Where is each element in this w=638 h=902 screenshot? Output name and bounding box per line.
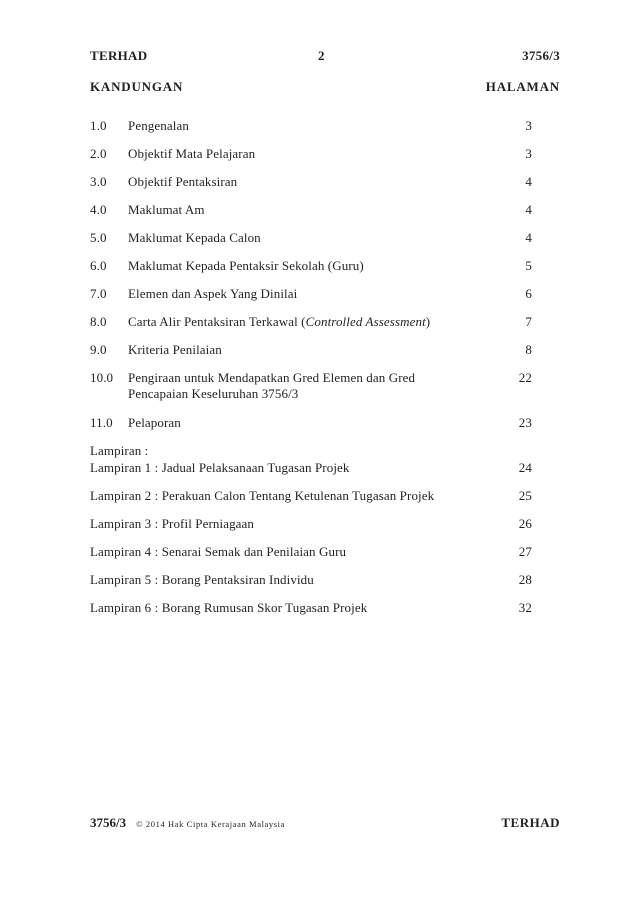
toc-entry: [90, 146, 532, 174]
toc-entry-page: 3: [525, 146, 532, 161]
appendix-entry-page: 27: [518, 544, 532, 559]
appendix-entry: [90, 488, 532, 516]
toc-entry-page: 5: [525, 258, 532, 273]
appendix-entry-page: 26: [518, 516, 532, 531]
toc-entry-title: Maklumat Kepada Pentaksir Sekolah (Guru): [128, 258, 364, 273]
toc-entry-number: 10.0: [90, 370, 114, 385]
toc-entry: [90, 202, 532, 230]
toc-entry-page: 8: [525, 342, 532, 357]
appendix-entry-title: Lampiran 6 : Borang Rumusan Skor Tugasan Projek: [90, 600, 368, 615]
appendix-entry: [90, 572, 532, 600]
toc-entry-number: 7.0: [90, 286, 107, 301]
toc-entry-page: 22: [518, 370, 532, 385]
toc-entry-title-italic: Controlled Assessment: [305, 314, 426, 329]
toc-entry-title: Maklumat Am: [128, 202, 205, 217]
appendix-entry-page: 24: [518, 460, 532, 475]
appendix-entry: [90, 600, 532, 628]
page-column-heading: HALAMAN: [485, 79, 560, 94]
toc-entry-number: 5.0: [90, 230, 107, 245]
header-document-code: 3756/3: [522, 48, 560, 63]
footer-classification: TERHAD: [501, 815, 560, 830]
appendix-entry-title: Lampiran 4 : Senarai Semak dan Penilaian Guru: [90, 544, 347, 559]
toc-entry: [90, 174, 532, 202]
header-page-number: 2: [318, 48, 325, 63]
appendix-heading: Lampiran :: [90, 443, 149, 458]
toc-entry-title: Pelaporan: [128, 415, 181, 430]
toc-entry-number: 9.0: [90, 342, 107, 357]
appendix-entry-title: Lampiran 1 : Jadual Pelaksanaan Tugasan Projek: [90, 460, 350, 475]
appendix-entry: [90, 460, 532, 488]
toc-entry: [90, 230, 532, 258]
toc-entry-title: [128, 370, 508, 402]
toc-entry: [90, 314, 532, 342]
toc-entry: [90, 286, 532, 314]
appendix-entry-page: 28: [518, 572, 532, 587]
toc-entry-number: 2.0: [90, 146, 107, 161]
table-of-contents: [90, 118, 532, 628]
toc-entry-number: 1.0: [90, 118, 107, 133]
header-classification: TERHAD: [90, 48, 148, 63]
toc-entry-title-prefix: Carta Alir Pentaksiran Terkawal (: [128, 314, 306, 329]
toc-entry-page: 6: [525, 286, 532, 301]
toc-entry: [90, 258, 532, 286]
toc-entry-title-line: Pencapaian Keseluruhan 3756/3: [128, 386, 299, 401]
toc-entry-number: 11.0: [90, 415, 113, 430]
toc-entry-page: 3: [525, 118, 532, 133]
appendix-entry-page: 32: [518, 600, 532, 615]
toc-entry: [90, 342, 532, 370]
toc-entry-title-line: Pengiraan untuk Mendapatkan Gred Elemen dan Gred: [128, 370, 416, 385]
toc-entry-title: Pengenalan: [128, 118, 189, 133]
appendix-entry-page: 25: [518, 488, 532, 503]
footer-copyright: © 2014 Hak Cipta Kerajaan Malaysia: [136, 819, 286, 829]
footer-document-code: 3756/3: [90, 815, 127, 830]
toc-entry-title: Elemen dan Aspek Yang Dinilai: [128, 286, 298, 301]
toc-entry-title: Kriteria Penilaian: [128, 342, 222, 357]
page-footer: [90, 815, 560, 831]
toc-entry-page: 4: [525, 230, 532, 245]
toc-entry-number: 8.0: [90, 314, 107, 329]
toc-entry-page: 23: [518, 415, 532, 430]
appendix-entry-title: Lampiran 3 : Profil Perniagaan: [90, 516, 255, 531]
toc-entry-number: 3.0: [90, 174, 107, 189]
contents-title-row: [90, 79, 560, 95]
toc-entry: [90, 415, 532, 443]
appendix-entry: [90, 544, 532, 572]
toc-entry-number: 6.0: [90, 258, 107, 273]
toc-entry-title-suffix: ): [425, 314, 431, 329]
toc-entry-title: Objektif Mata Pelajaran: [128, 146, 256, 161]
toc-entry-page: 4: [525, 174, 532, 189]
toc-entry-page: 7: [525, 314, 532, 329]
appendix-entry-title: Lampiran 2 : Perakuan Calon Tentang Ketulenan Tugasan Projek: [90, 488, 435, 503]
toc-entry-title: Maklumat Kepada Calon: [128, 230, 261, 245]
appendix-entry: [90, 516, 532, 544]
toc-entry-title: Objektif Pentaksiran: [128, 174, 238, 189]
toc-entry-number: 4.0: [90, 202, 107, 217]
toc-entry-title: [128, 314, 508, 330]
toc-entry: [90, 370, 532, 415]
toc-entry: [90, 118, 532, 146]
toc-entry-page: 4: [525, 202, 532, 217]
contents-heading: KANDUNGAN: [90, 79, 184, 94]
appendix-entry-title: Lampiran 5 : Borang Pentaksiran Individu: [90, 572, 314, 587]
